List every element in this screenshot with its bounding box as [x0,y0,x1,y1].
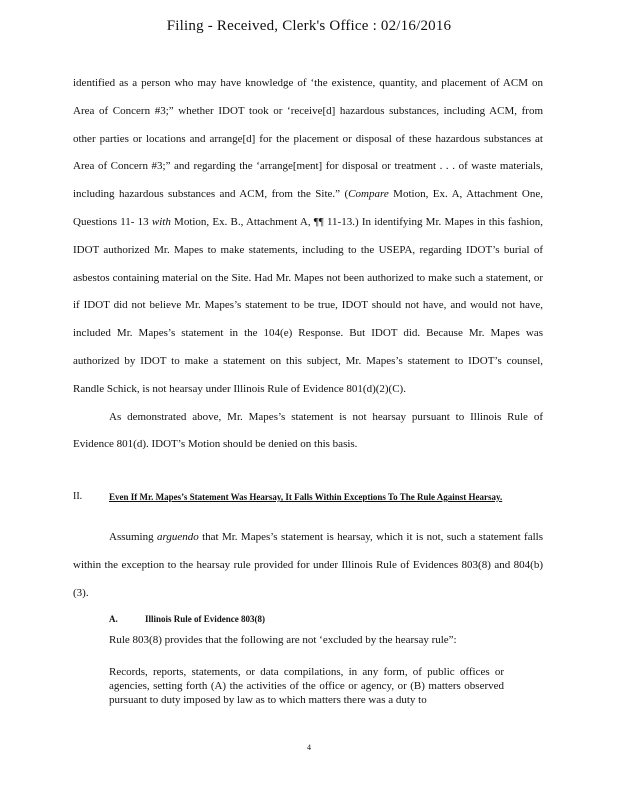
block-quote: Records, reports, statements, or data compilations, in any form, of public offices or agencies, setting forth (A) the activities of the office or agency, or (B) matters observed pursuant to duty imposed by law as to which matters there was a duty to [109,666,504,706]
subsection-letter: A. [109,614,118,624]
paragraph-3: Assuming arguendo that Mr. Mapes’s statement is hearsay, which it is not, such a statement falls within the exception to the hearsay rule provided for under Illinois Rule of Evidences 803(8) and 804(b)(3). [73,531,543,599]
with-signal: with [151,215,171,228]
filing-header: Filing - Received, Clerk's Office : 02/16/2016 [166,18,452,34]
section-title: Even If Mr. Mapes’s Statement Was Hearsay, It Falls Within Exceptions To The Rule Against Hearsay. [109,492,503,502]
rule-intro: Rule 803(8) provides that the following are not ‘excluded by the hearsay rule”: [109,634,457,646]
section-number: II. [73,491,83,502]
subsection-heading [109,614,265,624]
subsection-title: Illinois Rule of Evidence 803(8) [145,614,266,624]
page-number: 4 [307,743,311,752]
arguendo-term: arguendo [156,531,199,543]
paragraph-1: identified as a person who may have knowledge of ‘the existence, quantity, and placement of ACM on Area of Concern #3;” whether IDOT took or ‘receive[d] hazardous substances, including ACM, from other parties or locations and arrange[d] for the placement or disposal of these hazardous substances at Area of Concern #3;” and regarding the ‘arrange[ment] for disposal or treatment . . . of waste materials, including hazardous substances and ACM, from the Site.” (Compare Motion, Ex. A, Attachment One, Questions 11- 13 with Motion, Ex. B., Attachment A, ¶¶ 11-13.) In identifying Mr. Mapes in this fashion, IDOT authorized Mr. Mapes to make statements, including to the USEPA, regarding IDOT’s burial of asbestos containing material on the Site. Had Mr. Mapes not been authorized to make such a statement, or if IDOT did not believe Mr. Mapes’s statement to be true, IDOT should not have, and would not have, included Mr. Mapes’s statement in the 104(e) Response. But IDOT did. Because Mr. Mapes was authorized by IDOT to make a statement on this subject, Mr. Mapes’s statement to IDOT’s counsel, Randle Schick, is not hearsay under Illinois Rule of Evidence 801(d)(2)(C). [73,77,543,395]
body-paragraph-block-2 [73,523,543,607]
paragraph-2: As demonstrated above, Mr. Mapes’s statement is not hearsay pursuant to Illinois Rule of Evidence 801(d). IDOT’s Motion should be denied on this basis. [73,410,543,451]
body-paragraph-block [73,70,543,459]
compare-signal: Compare [348,188,389,201]
